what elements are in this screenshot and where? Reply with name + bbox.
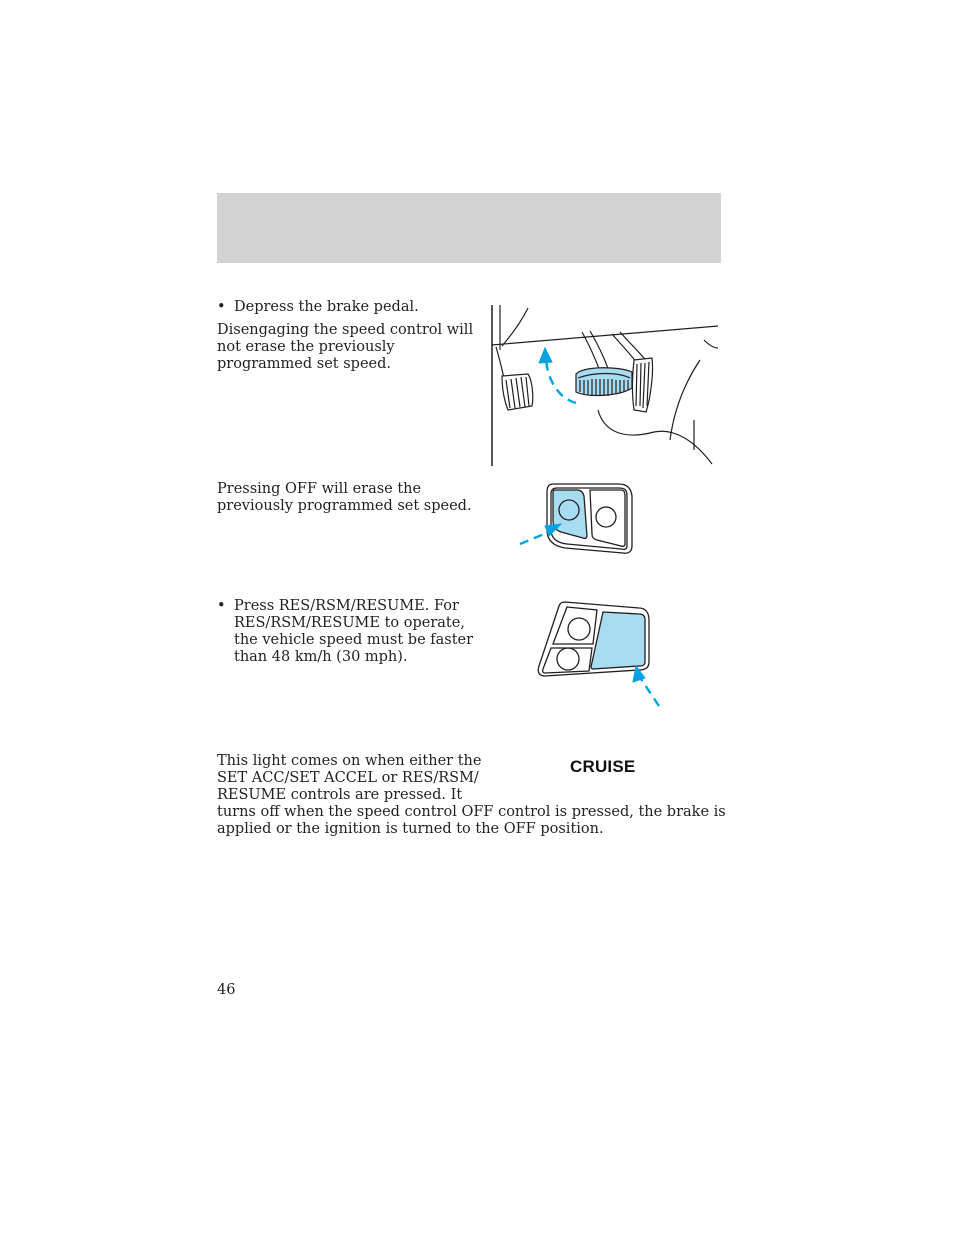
text-line: RES/RSM/RESUME to operate, (234, 615, 465, 631)
brake-bullet-text: Depress the brake pedal. (234, 299, 419, 315)
text-line: previously programmed set speed. (217, 498, 472, 514)
text-line: Disengaging the speed control will (217, 322, 474, 338)
text-line: Pressing OFF will erase the (217, 481, 422, 497)
text-line: not erase the previously (217, 339, 395, 355)
speed-control-resume-switch (535, 598, 663, 710)
text-line: SET ACC/SET ACCEL or RES/RSM/ (217, 770, 479, 786)
resume-bullet-text (234, 598, 473, 666)
bullet-marker: • (217, 299, 226, 315)
text-line: programmed set speed. (217, 356, 392, 372)
header-band (217, 193, 721, 263)
cruise-indicator-label: CRUISE (570, 757, 636, 776)
disengage-paragraph (217, 322, 473, 373)
text-line: applied or the ignition is turned to the OFF position. (217, 821, 604, 837)
text-line: This light comes on when either the (217, 753, 482, 769)
text-line: Press RES/RSM/RESUME. For (234, 598, 459, 614)
page-number: 46 (217, 982, 236, 998)
brake-pedal-illustration (488, 300, 720, 470)
text-line: the vehicle speed must be faster (234, 632, 474, 648)
speed-control-off-switch (515, 480, 637, 560)
off-paragraph (217, 481, 472, 515)
brake-bullet (217, 299, 419, 316)
text-line: turns off when the speed control OFF control is pressed, the brake is (217, 804, 726, 820)
text-line: than 48 km/h (30 mph). (234, 649, 408, 665)
resume-bullet (217, 598, 473, 666)
bullet-marker: • (217, 598, 226, 614)
text-line: RESUME controls are pressed. It (217, 787, 463, 803)
cruise-light-paragraph (217, 753, 726, 838)
